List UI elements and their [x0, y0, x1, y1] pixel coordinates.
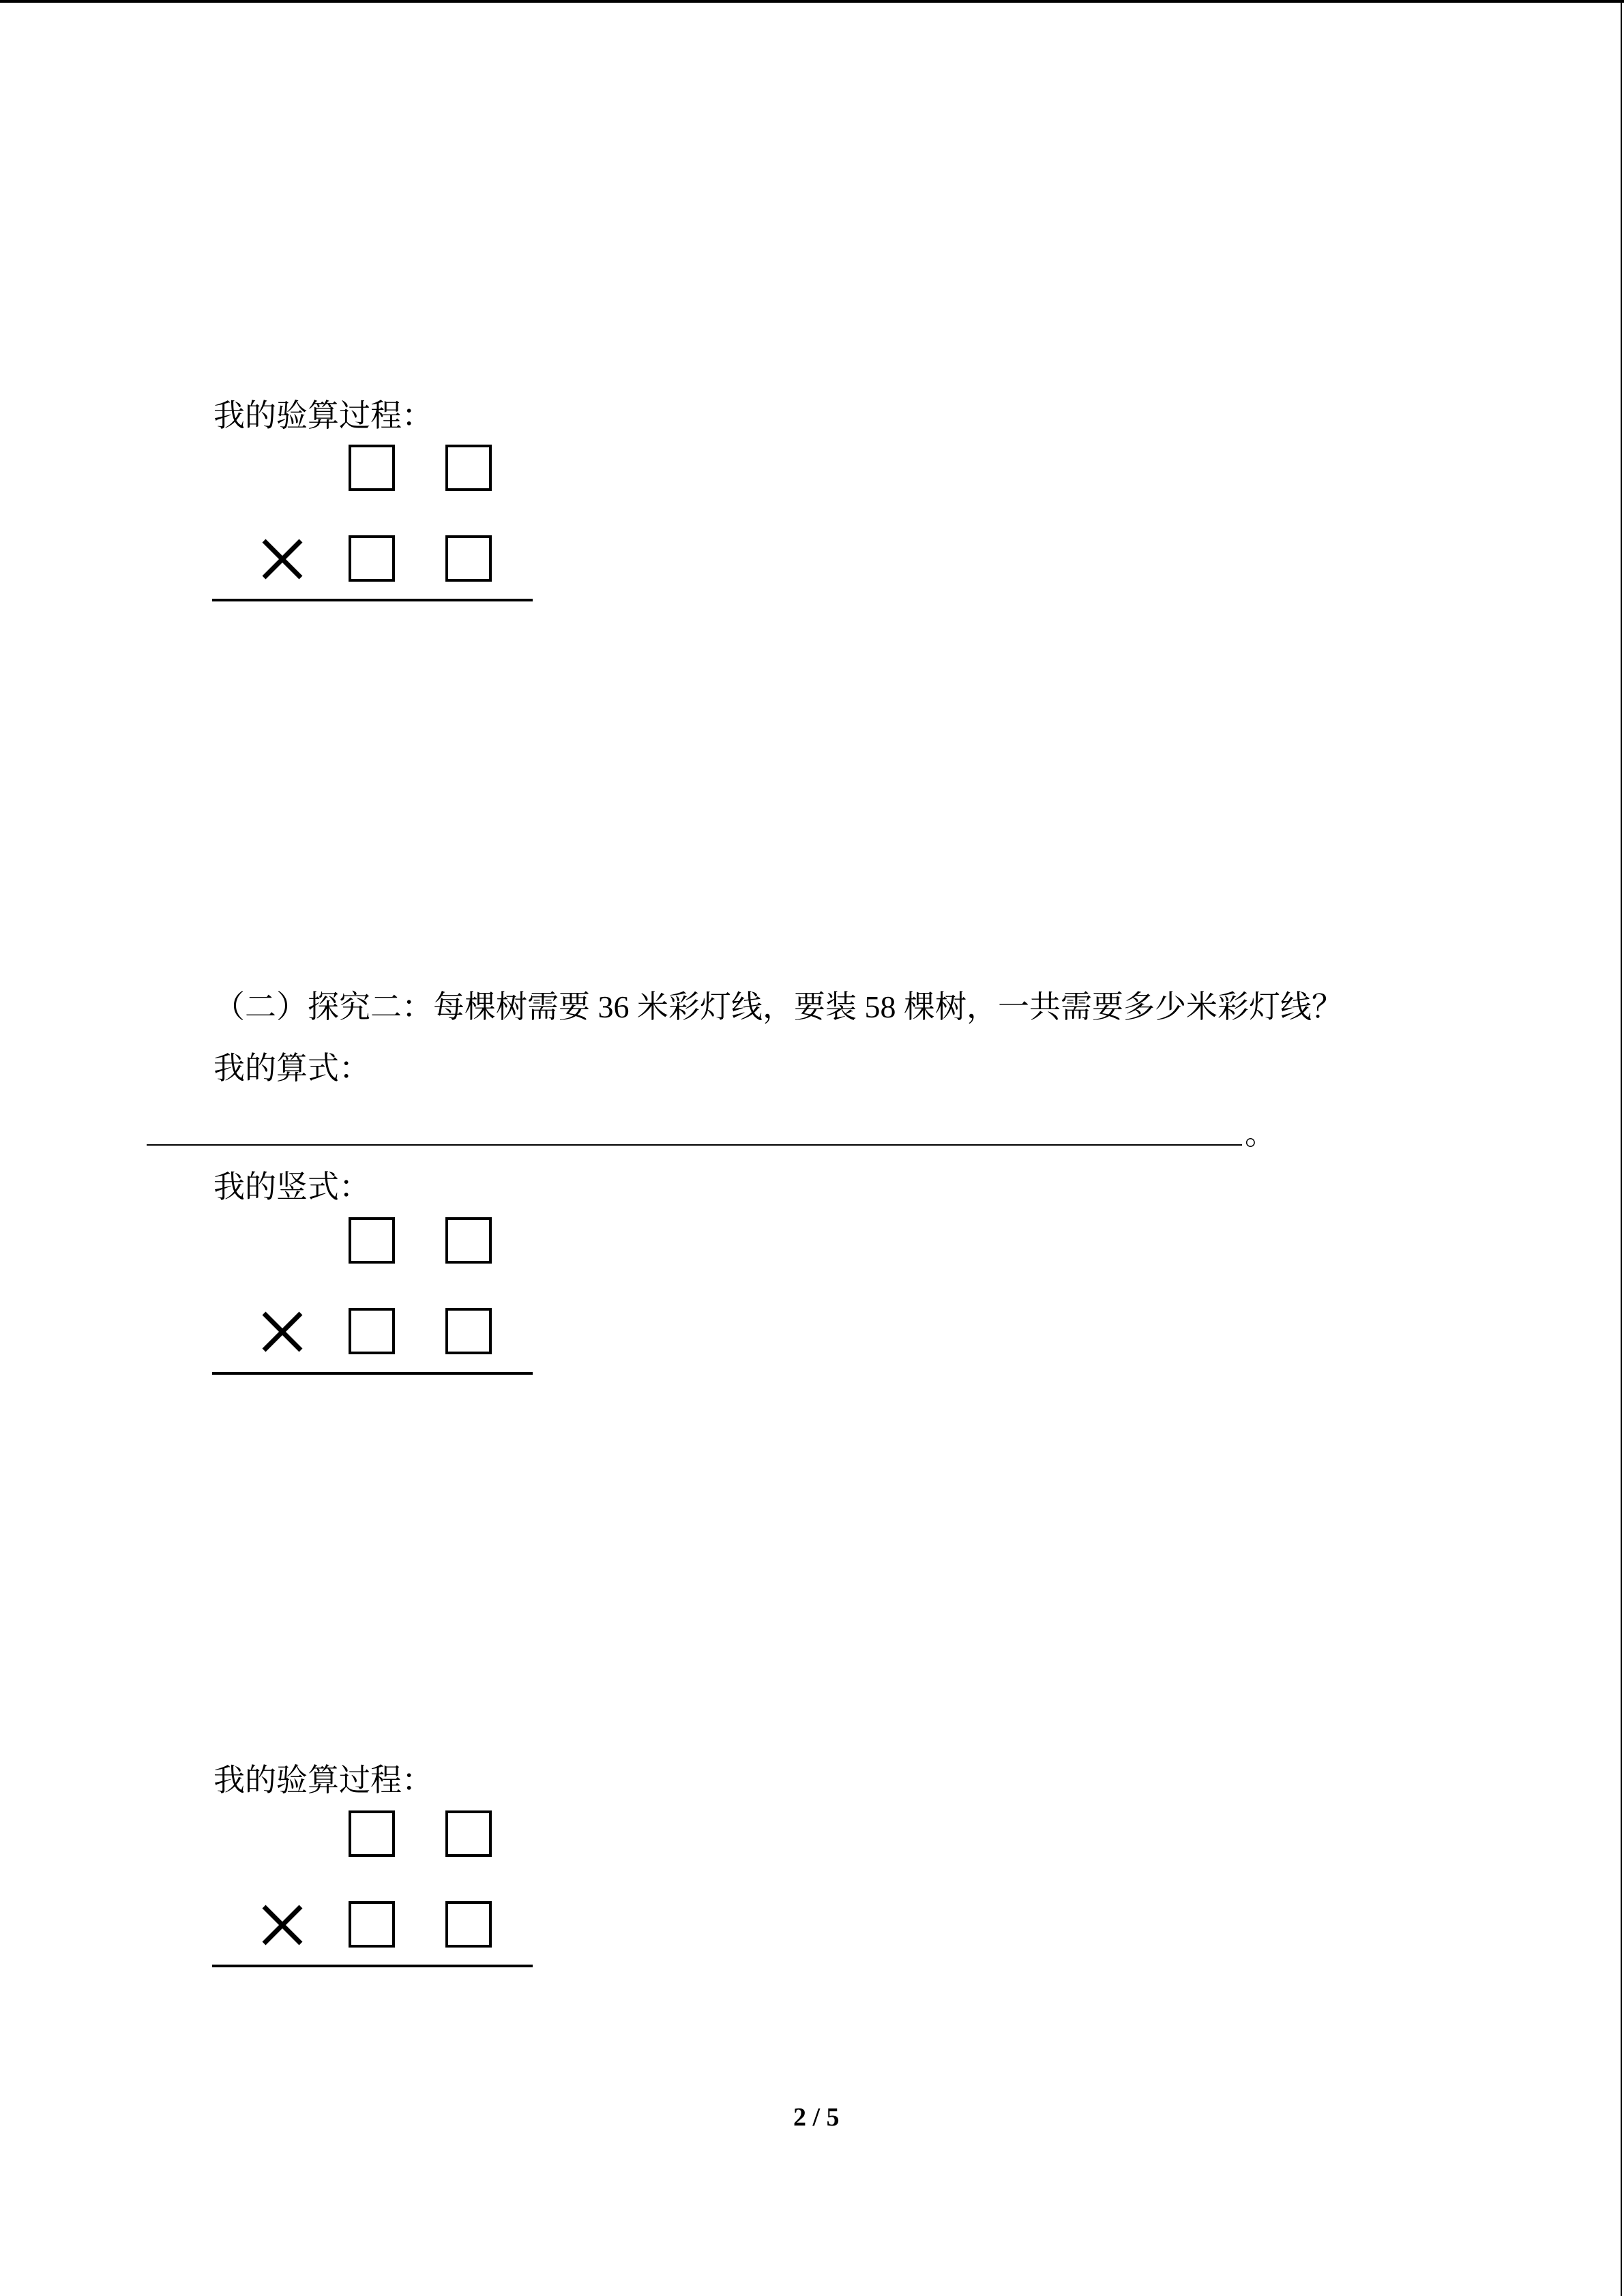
multiply-icon — [261, 538, 304, 580]
digit-box[interactable] — [349, 1901, 395, 1948]
multiply-icon — [261, 1904, 304, 1946]
digit-box[interactable] — [349, 445, 395, 491]
sum-line — [212, 1372, 533, 1375]
question-text: （二）探究二：每棵树需要 36 米彩灯线，要装 58 棵树，一共需要多少米彩灯线？ — [213, 989, 1343, 1024]
digit-box[interactable] — [445, 1810, 492, 1857]
sum-line — [212, 1965, 533, 1967]
page-top-border — [0, 0, 1624, 3]
digit-box[interactable] — [445, 1901, 492, 1948]
formula-end-period: 。 — [1245, 1116, 1276, 1151]
formula-answer-line[interactable] — [147, 1144, 1242, 1146]
formula-label: 我的算式： — [213, 1051, 370, 1086]
page-number: 2 / 5 — [793, 2103, 840, 2132]
vertical-form-label: 我的竖式： — [213, 1169, 370, 1204]
page-right-border — [1621, 0, 1622, 2296]
digit-box[interactable] — [349, 1217, 395, 1264]
digit-box[interactable] — [349, 535, 395, 582]
digit-box[interactable] — [349, 1308, 395, 1354]
check-process-label-2: 我的验算过程： — [213, 1763, 433, 1798]
digit-box[interactable] — [445, 1308, 492, 1354]
sum-line — [212, 599, 533, 601]
digit-box[interactable] — [445, 535, 492, 582]
digit-box[interactable] — [349, 1810, 395, 1857]
digit-box[interactable] — [445, 445, 492, 491]
multiply-icon — [261, 1311, 304, 1353]
digit-box[interactable] — [445, 1217, 492, 1264]
check-process-label: 我的验算过程： — [213, 398, 433, 433]
